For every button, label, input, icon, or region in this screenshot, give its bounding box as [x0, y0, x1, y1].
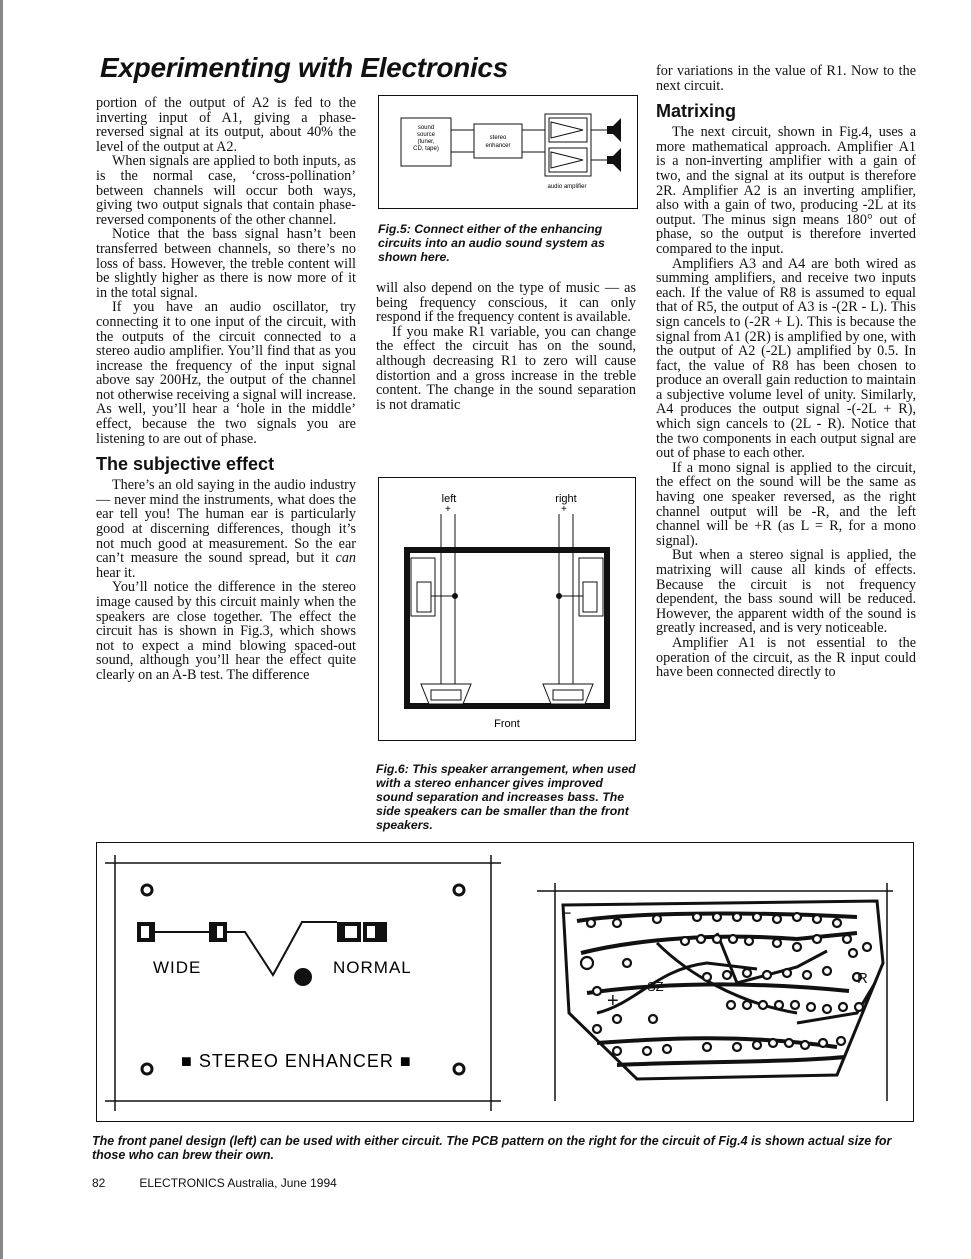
speaker-icon — [607, 148, 621, 172]
fig5-source-label-2: source — [416, 132, 436, 138]
mounting-hole — [454, 885, 464, 895]
matrixing-heading: Matrixing — [656, 101, 737, 122]
stereo-enhancer-label: ■ STEREO ENHANCER ■ — [181, 1051, 412, 1071]
col3-paragraph-4: But when a stereo signal is applied, the matrixing will cause all kinds of effects. Because the circuit is not frequency dependent, the bass sound will be reduced. However, the apparent width of the sound is greatly increased, and is very noticeable. — [656, 547, 916, 637]
column-2 — [376, 281, 636, 412]
fig5-svg — [379, 96, 637, 208]
col1-p5-text: There’s an old saying in the audio industry — never mind the instruments, what does the ear tell you! The human ear is particularly good at discerning differences, though it’s not much good at measurement. So the ear can’t measure the sound spread, but it — [96, 477, 356, 567]
speaker-icon — [607, 118, 621, 142]
col1-paragraph-2: When signals are applied to both inputs, as is the normal case, ‘cross-pollination’ between channels will occur both ways, giving two output signals that contain phase-reversed components of the other channel. — [96, 153, 356, 228]
column-1 — [96, 96, 356, 683]
fig5-source-label-4: CD, tape) — [413, 146, 439, 152]
pcb-sz-label: SZ — [647, 979, 664, 994]
col1-paragraph-5 — [96, 478, 356, 580]
col3-paragraph-5: Amplifier A1 is not essential to the operation of the circuit, as the R input could have been connected directly to — [656, 634, 916, 681]
mounting-hole — [454, 1064, 464, 1074]
col1-paragraph-4: If you have an audio oscillator, try connecting it to one input of the circuit, with the outputs of the circuit connected to a stereo audio amplifier. You’ll find that as you increase the frequency of the input signal above say 200Hz, the output of the channel not otherwise receiving a signal will increase. As well, you’ll hear a ‘hole in the middle’ effect, because the two signals you are listening to are out of phase. — [96, 299, 356, 447]
publication-info: ELECTRONICS Australia, June 1994 — [139, 1176, 337, 1190]
mounting-hole — [142, 1064, 152, 1074]
page-title: Experimenting with Electronics — [100, 52, 508, 83]
page-number: 82 — [92, 1176, 106, 1190]
col2-paragraph-1: will also depend on the type of music — as being frequency conscious, it can only respond if the frequency content is available. — [376, 280, 636, 326]
fig5-source-label-1: sound — [417, 125, 435, 131]
normal-label: NORMAL — [333, 958, 412, 977]
panel-caption: The front panel design (left) can be used with either circuit. The PCB pattern on the right for the circuit of Fig.4 is shown actual size for those who can brew their own. — [92, 1134, 892, 1162]
fig6-caption: Fig.6: This speaker arrangement, when used with a stereo enhancer gives improved sound separation and increases bass. The side speakers can be smaller than the front speakers. — [376, 762, 636, 832]
wide-label: WIDE — [153, 958, 202, 977]
stereo-enhancer-box — [474, 124, 522, 158]
col1-paragraph-1: portion of the output of A2 is fed to the inverting input of A1, giving a phase-reversed signal at its output, about 40% the level of the output at A2. — [96, 95, 356, 155]
col3-paragraph-3: If a mono signal is applied to the circuit, the effect on the sound will be the same as having one speaker reversed, as the right channel output will be -R, and the left channel will be +R (as L = R, for a mono signal). — [656, 459, 916, 549]
panel-svg — [97, 843, 913, 1121]
normal-speakers-icon — [337, 922, 361, 942]
col1-paragraph-6: You’ll notice the difference in the stereo image caused by this circuit mainly when the speakers are close together. The effect the circuit has is shown in Fig.3, which shows not to expect a mind blowing spaced-out sound, although you’ll hear the effect quite clearly on an A-B test. The difference — [96, 579, 356, 683]
pcb-pattern — [537, 883, 893, 1101]
subjective-effect-heading: The subjective effect — [96, 454, 275, 475]
svg-text:+: + — [561, 504, 567, 515]
fig5-enhancer-label-2: enhancer — [485, 143, 511, 149]
svg-text:+: + — [445, 504, 451, 515]
mounting-hole — [142, 885, 152, 895]
fig6-right-label: right — [555, 493, 577, 505]
fig6-front-label: Front — [494, 718, 520, 730]
front-panel — [105, 855, 501, 1111]
fig5-source-label-3: (tuner, — [417, 139, 435, 145]
wide-speakers-icon — [137, 922, 155, 942]
col3-paragraph-1: The next circuit, shown in Fig.4, uses a more mathematical approach. Amplifier A1 is a non-inverting amplifier with a gain of two, and the signal at its output is therefore 2R. Amplifier A2 is an inverting amplifier, also with a gain of two, producing -2L at its output. The minus sign means 180° out of phase, so the output is therefore inverted compared to the input. — [656, 124, 916, 257]
col2-paragraph-2: If you make R1 variable, you can change the effect the circuit has on the sound, although decreasing R1 to zero will cause distortion and a gross increase in the treble content. The change in the sound separation is not dramatic — [376, 323, 636, 413]
col1-p5-emphasis: can — [335, 550, 357, 567]
fig5-amp-label: audio amplifier — [547, 184, 587, 190]
pcb-minus-label: − — [561, 903, 572, 923]
col3-paragraph-0: for variations in the value of R1. Now to the next circuit. — [656, 63, 916, 94]
room-outline — [407, 550, 607, 706]
col1-paragraph-3: Notice that the bass signal hasn’t been transferred between channels, so there’s no loss of bass. However, the treble content will be slightly higher as there is now more of it in the total signal. — [96, 226, 356, 301]
col3-paragraph-2: Amplifiers A3 and A4 are both wired as summing amplifiers, and receive two inputs each. If the value of R8 is assumed to equal that of R5, the output of A3 is -(2R - L). This sign cancels to (-2R + L). This is because the signal from A1 (2R) is amplified by one, with the output of A2 (-2L) amplified by 0.5. In fact, the value of R8 has been chosen to produce an overall gain reduction to maintain a subjective volume level of unity. Similarly, A4 produces the output signal -(-2L + R), which sign cancels to (2L - R). Notice that the two components in each output signal are out of phase to each other. — [656, 255, 916, 462]
panel-figure — [96, 842, 914, 1122]
fig6-svg — [379, 478, 635, 740]
column-3 — [656, 64, 916, 680]
fig5-caption: Fig.5: Connect either of the enhancing circuits into an audio sound system as shown here. — [378, 222, 605, 264]
pcb-plus-label: + — [607, 990, 619, 1012]
fig5-enhancer-label-1: stereo — [489, 135, 507, 141]
col1-p5-end: hear it. — [96, 564, 136, 581]
page-footer — [92, 1176, 371, 1190]
fig6-diagram — [378, 477, 636, 741]
fig5-diagram — [378, 95, 638, 209]
page-edge — [0, 0, 3, 1259]
fig6-left-label: left — [441, 493, 457, 505]
selector-knob — [294, 968, 312, 986]
pcb-r-label: R — [857, 970, 868, 987]
